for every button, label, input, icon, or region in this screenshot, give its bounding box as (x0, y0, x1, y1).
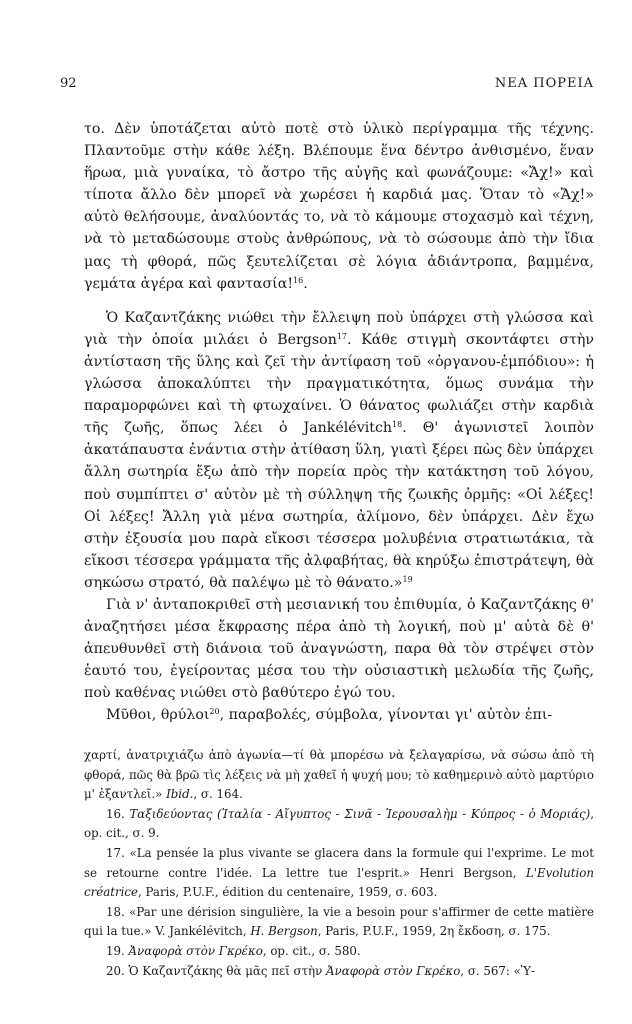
footnote-19 (84, 942, 594, 962)
paragraph-1 (84, 118, 594, 295)
footnote-17-text: «La pensée la plus vivante se glacera dans la formule qui l'exprime. Le mot se retourne contre l'idée. La lettre tue l'esprit.» Henri Bergson, (84, 845, 595, 880)
footnote-ref-16: 16 (293, 275, 304, 285)
footnote-18-text: «Par une dérision singulière, la vie a besoin pour s'affirmer de cette matière qui la tue.» V. Jankélévitch, (84, 904, 595, 939)
footnote-16-rest: , op. cit., σ. 9. (84, 806, 594, 841)
body-text (84, 118, 594, 727)
paragraph-4-text-b: , παραβολές, σύμβολα, γίνονται γι' αὐτὸν ἐπι- (219, 707, 553, 724)
paragraph-2-text-a: Ὁ Καζαντζάκης νιώθει τὴν ἔλλειψη ποὺ ὑπάρχει στὴ γλώσσα καὶ γιὰ τὴν ὁποία μιλάει ὁ Bergson (84, 309, 594, 348)
footnote-continuation-ibid: Ibid. (166, 787, 194, 802)
footnote-16-title: Ταξιδεύοντας (Ἰταλία - Αἴγυπτος - Σινᾶ - Ἱερουσαλὴμ - Κύπρος - ὁ Μοριάς) (129, 806, 591, 821)
footnote-20-rest: , σ. 567: «Ὑ- (460, 963, 535, 978)
footnote-16-number: 16. (106, 806, 125, 821)
footnote-ref-20: 20 (209, 707, 220, 717)
paragraph-2-text-b: . Κάθε στιγμὴ σκοντάφτει στὴν ἀντίσταση τῆς ὕλης καὶ ζεῖ τὴν ἀντίφαση τοῦ «ὀργανου-ἐμπόδιου»: ἡ γλώσσα ἀποκαλύπτει τὴν πραγματικότητα, ὅμως συνάμα τὴν παραμορφώνει καὶ τὴ φτωχαίνει. Ὁ θάνατος φωλιάζει στὴν καρδιὰ τῆς ζωῆς, ὅπως λέει ὁ Jankélévitch (84, 331, 594, 437)
paragraph-2 (84, 307, 594, 594)
footnote-19-number: 19. (106, 943, 125, 958)
paragraph-2-text-c: . Θ' ἀγωνιστεῖ λοιπὸν ἀκατάπαυστα ἐνάντια στὴν ἀτίθαση ὕλη, γιατὶ ξέρει πὼς δὲν ὑπάρχει ἄλλη σωτηρία ἔξω ἀπὸ τὴν πορεία πρὸς τὴν κατάκτηση τοῦ λόγου, ποὺ συμπίπτει σ' αὐτὸν μὲ τὴ σύλληψη τῆς ζωικῆς ὁρμῆς: «Οἱ λέξες! Οἱ λέξες! Ἄλλη γιὰ μένα σωτηρία, ἀλίμονο, δὲν ὑπάρχει. Δὲν ἔχω στὴν ἐξουσία μου παρὰ εἴκοσι τέσσερα μολυβένια στρατιωτάκια, τὰ εἴκοσι τέσσερα γράμματα τῆς ἀλφαβήτας, θὰ κηρύξω ἐπιστράτεψη, θὰ σηκώσω στρατό, θὰ παλέψω μὲ τὸ θάνατο.» (84, 420, 594, 591)
footnote-19-title: Ἀναφορὰ στὸν Γκρέκο (128, 943, 263, 958)
footnote-20 (84, 962, 594, 982)
footnote-continuation-text: χαρτί, ἀνατριχιάζω ἀπὸ ἀγωνία—τί θὰ μπορέσω νὰ ξελαγαρίσω, νὰ σώσω ἀπὸ τὴ φθορά, πῶς θὰ βρῶ τὶς λέξεις νὰ μὴ χαθεῖ ἡ ψυχή μου; τὸ καθημερινὸ αὐτὸ μαρτύριο μ' ἐξαντλεῖ.» (84, 748, 594, 802)
running-head: ΝΕΑ ΠΟΡΕΙΑ (494, 76, 594, 91)
page-header (60, 76, 594, 94)
footnote-ref-17: 17 (336, 331, 348, 341)
footnote-continuation-page: , σ. 164. (193, 787, 243, 802)
footnote-20-number: 20. (106, 963, 125, 978)
footnote-17 (84, 844, 594, 903)
footnote-ref-18: 18 (392, 420, 403, 430)
footnote-20-text: Ὁ Καζαντζάκης θὰ μᾶς πεῖ στὴν (128, 963, 323, 978)
paragraph-1-end: . (303, 275, 308, 292)
footnote-19-rest: , op. cit., σ. 580. (262, 943, 361, 958)
footnote-20-title: Ἀναφορὰ στὸν Γκρέκο (326, 963, 461, 978)
paragraph-1-text: το. Δὲν ὑποτάζεται αὐτὸ ποτὲ στὸ ὑλικὸ περίγραμμα τῆς τέχνης. Πλαντοῦμε στὴν κάθε λέξη. Βλέπουμε ἕνα δέντρο ἀνθισμένο, ἕναν ἥρωα, μιὰ γυναίκα, τὸ ἄστρο τῆς αὐγῆς καὶ φωνάζουμε: «Ἄχ!» καὶ τίποτα ἄλλο δὲν μπορεῖ νὰ χωρέσει ἡ καρδιά μας. Ὅταν τὸ «Ἄχ!» αὐτὸ θελήσουμε, ἀναλύοντάς το, νὰ τὸ κάμουμε στοχασμὸ καὶ τέχνη, νὰ τὸ μεταδώσουμε στοὺς ἀνθρώπους, νὰ τὸ σώσουμε ἀπὸ τὴν ἴδια μας τὴ φθορά, πῶς ξευτελίζεται σὲ λόγια ἀδιάντροπα, βαμμένα, γεμάτα ἀγέρα καὶ φαντασία! (84, 121, 594, 292)
footnote-18-rest: , Paris, P.U.F., 1959, 2η ἔκδοση, σ. 175. (317, 924, 551, 939)
paragraph-4 (84, 704, 594, 726)
footnotes (84, 746, 594, 981)
footnote-17-title: L'Evolution créatrice (84, 865, 594, 900)
paragraph-3: Γιὰ ν' ἀνταποκριθεῖ στὴ μεσιανική του ἐπιθυμία, ὁ Καζαντζάκης θ' ἀναζητήσει μέσα ἔκφρασης πέρα ἀπὸ τὴ λογική, ποὺ μ' αὐτὰ δὲ θ' ἀπευθυνθεῖ στὴ διάνοια τοῦ ἀναγνώστη, παρα θὰ τὸν στρέψει στὸν ἑαυτό του, ἐγείροντας μέσα του τὴν οὐσιαστικὴ μελωδία τῆς ζωῆς, ποὺ καθένας νιώθει στὸ βαθύτερο ἐγώ του. (84, 596, 594, 702)
footnote-17-number: 17. (106, 845, 125, 860)
footnote-continuation (84, 746, 594, 805)
footnote-18 (84, 903, 594, 942)
paragraph-4-text-a: Μῦθοι, θρύλοι (106, 707, 210, 724)
page-number: 92 (60, 76, 77, 91)
footnote-18-number: 18. (106, 904, 125, 919)
footnote-17-rest: , Paris, P.U.F., édition du centenaire, 1959, σ. 603. (138, 885, 438, 900)
footnote-16 (84, 805, 594, 844)
footnote-ref-19: 19 (402, 574, 413, 584)
footnote-18-title: H. Bergson (250, 924, 318, 939)
